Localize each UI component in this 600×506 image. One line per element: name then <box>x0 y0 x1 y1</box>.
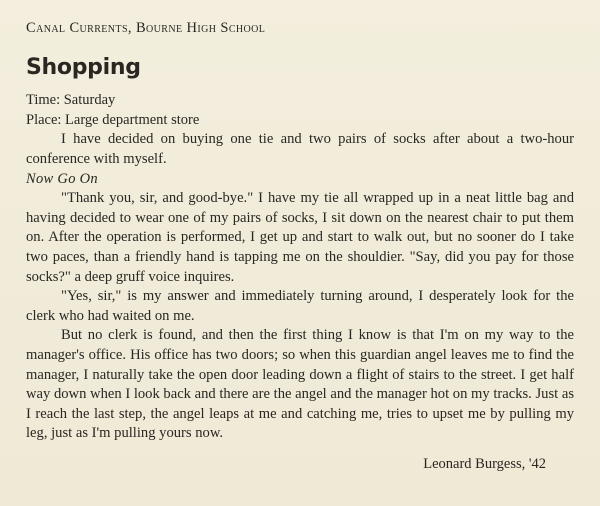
article-title: Shopping <box>26 55 141 80</box>
subheading: Now Go On <box>26 171 98 188</box>
body-paragraph-1: "Thank you, sir, and good-bye." I have my tie all wrapped up in a neat little bag and having decided to wear one of my pairs of socks, I sit down on the nearest chair to put them on. After the operation is performed, I get up and start to walk out, but no sooner do I take two paces, than a friendly hand is tapping me on the shouldier. "Say, did you pay for those socks?" a deep gruff voice inquires. <box>26 190 574 285</box>
place-line: Place: Large department store <box>26 112 200 128</box>
body-paragraph-3: But no clerk is found, and then the first thing I know is that I'm on my way to the manager's office. His office has two doors; so when this guardian angel leaves me to find the manager, I naturally take the open door leading down a flight of stairs to the street. I get half way down when I look back and there are the angel and the manager hot on my tracks. Just as I reach the last step, the angel leaps at me and catching me, tries to upset me by pulling my leg, just as I'm pulling yours now. <box>26 327 574 442</box>
author-signature: Leonard Burgess, '42 <box>423 455 546 472</box>
intro-paragraph: I have decided on buying one tie and two pairs of socks after about a two-hour conference with myself. <box>26 131 574 167</box>
publication-header: Canal Currents, Bourne High School <box>26 20 266 36</box>
body-paragraph-2: "Yes, sir," is my answer and immediately turning around, I desperately look for the clerk who had waited on me. <box>26 288 574 324</box>
time-line: Time: Saturday <box>26 92 116 108</box>
